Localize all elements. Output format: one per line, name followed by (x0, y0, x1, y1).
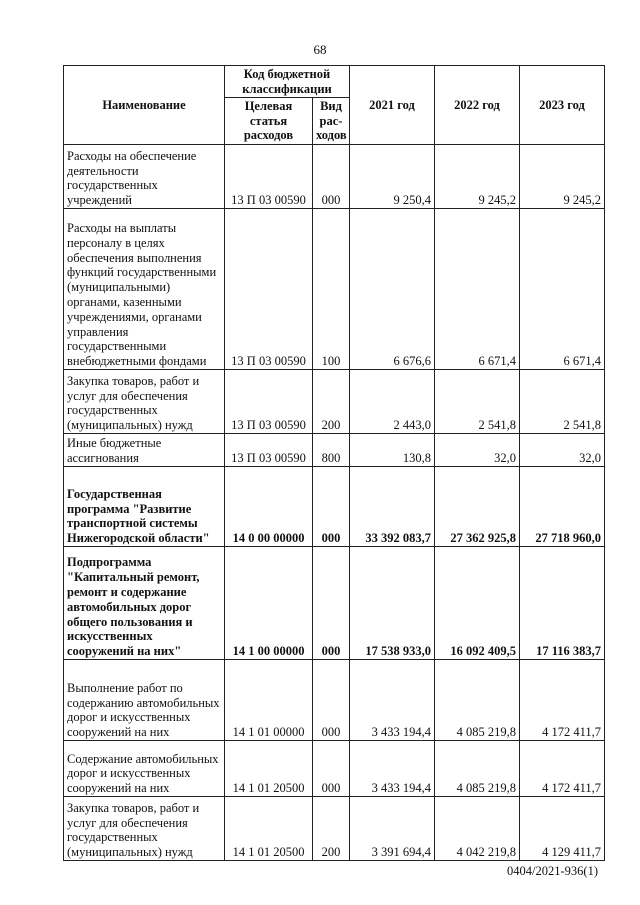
row-target-article: 14 0 00 00000 (225, 467, 313, 547)
row-expense-kind: 000 (313, 467, 350, 547)
row-target-article: 13 П 03 00590 (225, 145, 313, 209)
row-expense-kind: 000 (313, 547, 350, 660)
table-row (64, 660, 605, 741)
header-name: Наименование (64, 66, 225, 145)
row-expense-kind: 000 (313, 741, 350, 797)
row-value-2021: 3 433 194,4 (350, 660, 435, 741)
row-value-2023: 32,0 (520, 434, 605, 467)
row-name: Иные бюджетные ассигнования (64, 434, 225, 467)
table-row (64, 547, 605, 660)
table-body (64, 145, 605, 861)
row-value-2022: 27 362 925,8 (435, 467, 520, 547)
row-value-2021: 3 391 694,4 (350, 797, 435, 861)
header-code-group: Код бюджетной классификации (225, 66, 350, 98)
row-target-article: 13 П 03 00590 (225, 370, 313, 434)
row-expense-kind: 200 (313, 797, 350, 861)
row-name: Выполнение работ по содержанию автомобильных дорог и искусственных сооружений на них (64, 660, 225, 741)
row-target-article: 14 1 01 20500 (225, 741, 313, 797)
row-value-2022: 4 085 219,8 (435, 660, 520, 741)
table-row (64, 741, 605, 797)
row-name: Расходы на выплаты персоналу в целях обеспечения выполнения функций государственными (муниципальными) органами, казенными учреждениями, органами управления государственными внебюджетными фондами (64, 209, 225, 370)
row-name: Закупка товаров, работ и услуг для обеспечения государственных (муниципальных) нужд (64, 370, 225, 434)
row-name: Расходы на обеспечение деятельности государственных учреждений (64, 145, 225, 209)
row-name: Содержание автомобильных дорог и искусственных сооружений на них (64, 741, 225, 797)
row-expense-kind: 200 (313, 370, 350, 434)
row-value-2021: 3 433 194,4 (350, 741, 435, 797)
header-expense-kind: Вид рас-ходов (313, 98, 350, 145)
table-row (64, 145, 605, 209)
row-target-article: 14 1 00 00000 (225, 547, 313, 660)
row-value-2022: 2 541,8 (435, 370, 520, 434)
row-expense-kind: 000 (313, 145, 350, 209)
row-value-2023: 17 116 383,7 (520, 547, 605, 660)
row-target-article: 13 П 03 00590 (225, 434, 313, 467)
row-value-2021: 9 250,4 (350, 145, 435, 209)
row-value-2021: 6 676,6 (350, 209, 435, 370)
header-target-article: Целевая статья расходов (225, 98, 313, 145)
row-value-2022: 6 671,4 (435, 209, 520, 370)
row-value-2022: 4 085 219,8 (435, 741, 520, 797)
row-value-2023: 2 541,8 (520, 370, 605, 434)
budget-table (63, 65, 605, 861)
header-2022: 2022 год (435, 66, 520, 145)
row-expense-kind: 000 (313, 660, 350, 741)
row-value-2023: 4 172 411,7 (520, 660, 605, 741)
row-target-article: 14 1 01 20500 (225, 797, 313, 861)
row-name: Государственная программа "Развитие транспортной системы Нижегородской области" (64, 467, 225, 547)
row-value-2022: 4 042 219,8 (435, 797, 520, 861)
row-value-2023: 4 129 411,7 (520, 797, 605, 861)
document-number: 0404/2021-936(1) (507, 864, 598, 878)
row-value-2023: 9 245,2 (520, 145, 605, 209)
table-row (64, 370, 605, 434)
row-value-2023: 4 172 411,7 (520, 741, 605, 797)
row-value-2021: 17 538 933,0 (350, 547, 435, 660)
header-2023: 2023 год (520, 66, 605, 145)
row-value-2021: 33 392 083,7 (350, 467, 435, 547)
header-2021: 2021 год (350, 66, 435, 145)
row-value-2022: 32,0 (435, 434, 520, 467)
row-value-2021: 2 443,0 (350, 370, 435, 434)
row-value-2022: 16 092 409,5 (435, 547, 520, 660)
row-expense-kind: 800 (313, 434, 350, 467)
row-name: Закупка товаров, работ и услуг для обеспечения государственных (муниципальных) нужд (64, 797, 225, 861)
table-row (64, 434, 605, 467)
row-value-2023: 6 671,4 (520, 209, 605, 370)
row-value-2022: 9 245,2 (435, 145, 520, 209)
row-name: Подпрограмма "Капитальный ремонт, ремонт и содержание автомобильных дорог общего пользования и искусственных сооружений на них" (64, 547, 225, 660)
row-value-2023: 27 718 960,0 (520, 467, 605, 547)
row-value-2021: 130,8 (350, 434, 435, 467)
table-row (64, 797, 605, 861)
table-row (64, 209, 605, 370)
row-target-article: 14 1 01 00000 (225, 660, 313, 741)
table-row (64, 467, 605, 547)
page-number: 68 (313, 42, 327, 57)
row-expense-kind: 100 (313, 209, 350, 370)
row-target-article: 13 П 03 00590 (225, 209, 313, 370)
